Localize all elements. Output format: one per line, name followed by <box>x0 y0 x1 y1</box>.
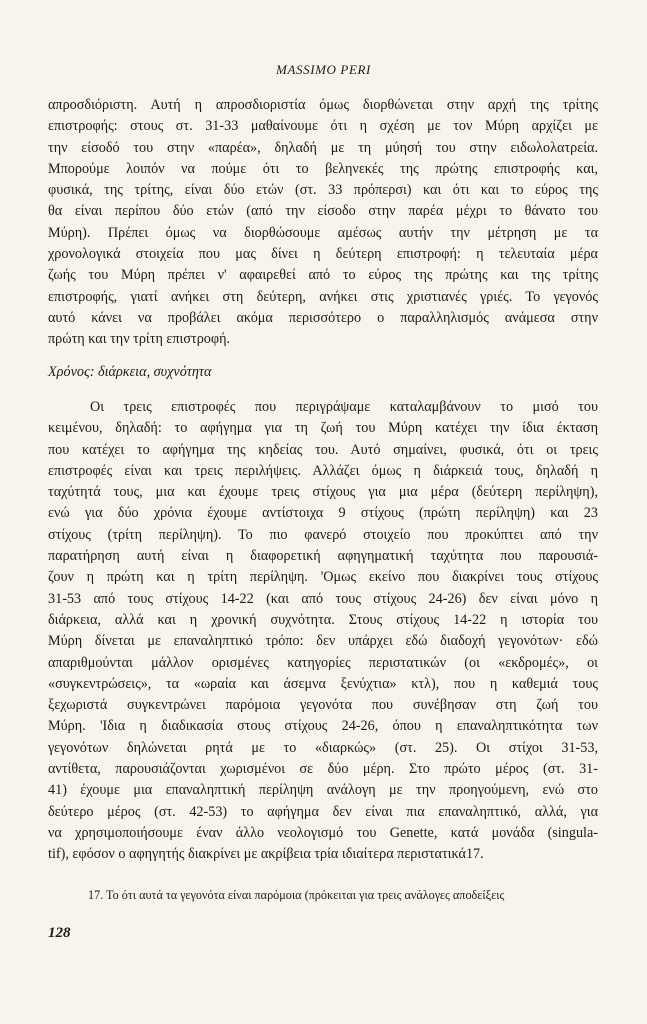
text-line: παρατήρηση αυτή είναι η διαφορετική αφηγηματική ταχύτητα που παρουσιά- <box>48 548 598 565</box>
page-number: 128 <box>48 925 71 941</box>
text-line: επιστροφής, γιατί ανήκει στη δεύτερη, ανήκει στις χριστιανές γριές. Το γεγονός <box>48 288 598 305</box>
text-line: Μύρη. 'Ιδια η διαδικασία στους στίχους 24-26, όπου η επαναληπτικότητα των <box>48 718 598 735</box>
text-line: δεύτερο μέρος (στ. 42-53) το αφήγημα δεν είναι πια επαναληπτικό, αλλά, για <box>48 803 598 820</box>
text-line: ενώ για δύο χρόνια έχουμε αντίστοιχα 9 στίχους (πρώτη περίληψη) και 23 <box>48 505 598 522</box>
text-line: αντίθετα, παρουσιάζονται χωρισμένοι σε δύο μέρη. Στο πρώτο μέρος (στ. 31- <box>48 761 598 778</box>
footnote: 17. Το ότι αυτά τα γεγονότα είναι παρόμοια (πρόκειται για τρεις ανάλογες αποδείξεις <box>88 888 505 902</box>
text-line: Μύρη). Πρέπει όμως να διορθώσουμε αμέσως αυτήν την μέτρηση με τα <box>48 224 598 241</box>
text-line: ταχύτητά τους, μια και έχουμε τρεις στίχους για μια μέρα (δεύτερη περίληψη), <box>48 484 598 501</box>
paragraph-2 <box>48 397 598 866</box>
text-line: ζωής του Μύρη πρέπει ν' αφαιρεθεί από το εύρος της πρώτης και της τρίτης <box>48 267 598 284</box>
text-line: κειμένου, δηλαδή: το αφήγημα για τη ζωή του Μύρη κατέχει την ίδια έκταση <box>48 420 598 437</box>
text-line: διάρκεια, αλλά και η χρονική συχνότητα. Στους στίχους 14-22 η ιστορία του <box>48 611 598 628</box>
text-line: την είσοδό του στην «παρέα», δηλαδή με τη μύησή του στην ειδωλολατρεία. <box>48 139 598 156</box>
text-line: θα είναι περίπου δύο ετών (από την είσοδο στην παρέα μέχρι το θάνατο του <box>48 203 598 220</box>
section-heading: Χρόνος: διάρκεια, συχνότητα <box>48 364 212 380</box>
text-line: 41) έχουμε μια επαναληπτική περίληψη ανάλογη με την προηγούμενη, ενώ στο <box>48 782 598 799</box>
text-line: απαριθμούνται μάλλον ορισμένες κατηγορίες περιστατικών (οι «εκδρομές», οι <box>48 654 598 671</box>
text-line: ξεχωριστά συγκεντρώνει παρόμοια γεγονότα που συνέβησαν στη ζωή του <box>48 697 598 714</box>
text-line: στίχους (τρίτη περίληψη). Το πιο φανερό στοιχείο που προκύπτει από την <box>48 526 598 543</box>
text-line: αυτό κάνει να προβάλει ακόμα περισσότερο ο παραλληλισμός ανάμεσα στην <box>48 309 598 326</box>
paragraph-1 <box>48 95 598 351</box>
text-line: πρώτη και την τρίτη επιστροφή. <box>48 331 231 348</box>
running-head: MASSIMO PERI <box>276 62 371 77</box>
text-line: ζουν η πρώτη και η τρίτη περίληψη. 'Ομως εκείνο που διακρίνει τους στίχους <box>48 569 598 586</box>
text-line: γεγονότων δηλώνεται ρητά με το «διαρκώς» (στ. 25). Οι στίχοι 31-53, <box>48 739 598 756</box>
text-line: να χρησιμοποιήσουμε έναν άλλο νεολογισμό του Genette, κατά μονάδα (singula- <box>48 824 598 841</box>
text-line: χρονολογικά στοιχεία που μας δίνει η δεύτερη επιστροφή: η τελευταία μέρα <box>48 246 598 263</box>
text-line: φυσικά, της τρίτης, είναι δύο ετών (στ. 33 πρόπερσι) και ότι και το εύρος της <box>48 182 598 199</box>
text-line: Μπορούμε λοιπόν να πούμε ότι το βεληνεκές της πρώτης επιστροφής και, <box>48 160 598 177</box>
text-line: Οι τρεις επιστροφές που περιγράψαμε καταλαμβάνουν το μισό του <box>90 399 598 415</box>
text-line: επιστροφής: στους στ. 31-33 μαθαίνουμε ότι η σχέση με τον Μύρη αρχίζει με <box>48 118 598 135</box>
text-line: απροσδιόριστη. Αυτή η απροσδιοριστία όμως διορθώνεται στην αρχή της τρίτης <box>48 97 598 113</box>
text-line: Μύρη δίνεται με επαναληπτικό τρόπο: δεν υπάρχει εδώ διαδοχή γεγονότων· εδώ <box>48 633 598 650</box>
text-line: «συγκεντρώσεις», τα «ωραία και άσεμνα ξενύχτια» κτλ), που η καθεμιά τους <box>48 675 598 692</box>
text-line: επιστροφές είναι και τρεις περιλήψεις. Αλλάζει όμως η διάρκειά τους, δηλαδή η <box>48 462 598 479</box>
text-line: που κατέχει το αφήγημα της κηδείας του. Αυτό σημαίνει, φυσικά, ότι οι τρεις <box>48 441 598 458</box>
text-line: 31-53 από τους στίχους 14-22 (και από τους στίχους 24-26) δεν είναι μόνο η <box>48 590 598 607</box>
text-line: tif), εφόσον ο αφηγητής διακρίνει με ακρίβεια τρία ιδιαίτερα περιστατικά17. <box>48 846 484 863</box>
